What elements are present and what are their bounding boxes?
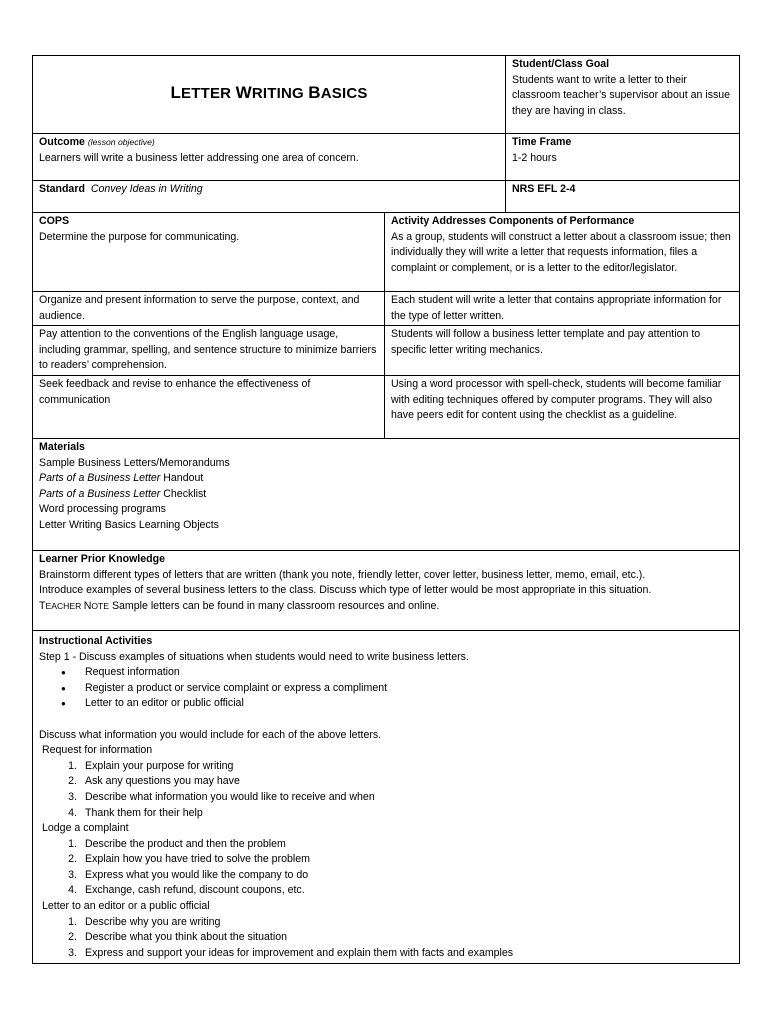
materials-cell — [33, 438, 740, 550]
cops-left-cell-1 — [33, 213, 385, 292]
discuss-text: Discuss what information you would include for each of the above letters. — [39, 728, 382, 741]
prior-knowledge-line: Introduce examples of several business letters to the class. Discuss which type of letter would be most appropriate in this situation. — [39, 584, 652, 597]
list-item: 2. Describe what you think about the situation — [68, 931, 287, 944]
list-item: 1. Explain your purpose for writing — [68, 759, 234, 772]
nrs-label: NRS EFL 2-4 — [512, 183, 576, 195]
nrs-cell — [506, 181, 740, 213]
cops-row-3 — [33, 326, 740, 376]
prior-knowledge-row — [33, 550, 740, 630]
goal-cell — [506, 56, 740, 134]
list-item: 4. Exchange, cash refund, discount coupons, etc. — [68, 884, 305, 897]
materials-item: Sample Business Letters/Memorandums — [39, 456, 230, 469]
situation-list — [39, 665, 733, 712]
prior-knowledge-label: Learner Prior Knowledge — [39, 552, 165, 565]
materials-item: Parts of a Business Letter Handout — [39, 472, 204, 485]
cops-label: COPS — [39, 215, 70, 227]
activities-label: Instructional Activities — [39, 634, 153, 647]
list-item: 3. Express what you would like the company to do — [68, 868, 309, 881]
step-1: Step 1 - Discuss examples of situations when students would need to write business letters. — [39, 650, 469, 663]
standard-label: Standard — [39, 183, 85, 195]
components-label: Activity Addresses Components of Performance — [391, 215, 635, 227]
cops-left-cell-3 — [33, 326, 385, 376]
activities-cell — [33, 630, 740, 963]
cops-right-text: As a group, students will construct a letter about a classroom issue; then individually they will write a letter that requests information, files a complaint or complement, or is a letter to the editor/legislator. — [391, 230, 731, 274]
teacher-note: TEACHER NOTE Sample letters can be found in many classroom resources and online. — [39, 599, 440, 612]
cops-left-text: Pay attention to the conventions of the English language usage, including grammar, spelling, and sentence structure to minimize barriers to readers’ comprehension. — [39, 328, 377, 372]
goal-label: Student/Class Goal — [512, 58, 610, 70]
goal-text: Students want to write a letter to their classroom teacher’s supervisor about an issue they are having in class. — [512, 73, 731, 117]
page-title: LETTER WRITING BASICS — [170, 83, 368, 103]
cops-right-text: Students will follow a business letter template and pay attention to specific letter writing mechanics. — [391, 328, 701, 356]
list-item: ● Register a product or service complaint or express a compliment — [39, 681, 733, 697]
list-item: 1. Describe the product and then the problem — [68, 837, 286, 850]
outcome-note: (lesson objective) — [87, 137, 155, 147]
request-info-list — [39, 759, 733, 821]
cops-left-text: Organize and present information to serve the purpose, context, and audience. — [39, 294, 360, 322]
list-item: 2. Explain how you have tried to solve the problem — [68, 853, 310, 866]
materials-item: Word processing programs — [39, 503, 166, 516]
cops-row-2 — [33, 292, 740, 326]
title-cell — [33, 56, 506, 134]
materials-item: Letter Writing Basics Learning Objects — [39, 518, 219, 531]
group-heading: Request for information — [42, 744, 153, 757]
list-item: ● Request information — [39, 665, 733, 681]
cops-left-cell-2 — [33, 292, 385, 326]
cops-right-cell-3 — [385, 326, 740, 376]
standard-cell — [33, 181, 506, 213]
outcome-text: Learners will write a business letter addressing one area of concern. — [39, 151, 359, 164]
outcome-row — [33, 134, 740, 181]
cops-right-cell-1 — [385, 213, 740, 292]
outcome-label: Outcome — [39, 136, 85, 148]
lesson-plan-page — [32, 55, 739, 964]
list-item: 1. Describe why you are writing — [68, 915, 221, 928]
cops-left-text: Determine the purpose for communicating. — [39, 230, 240, 243]
outcome-cell — [33, 134, 506, 181]
cops-right-text: Using a word processor with spell-check, students will become familiar with editing techniques offered by computer programs. They will also have peers edit for content using the checklist as a guideline. — [391, 377, 722, 422]
cops-right-text: Each student will write a letter that contains appropriate information for the type of letter written. — [391, 294, 722, 322]
lesson-plan-table — [32, 55, 740, 964]
header-row — [33, 56, 740, 134]
list-item: 4. Thank them for their help — [68, 806, 203, 819]
editor-letter-list — [39, 915, 733, 962]
time-frame-label: Time Frame — [512, 136, 572, 148]
materials-label: Materials — [39, 440, 85, 453]
list-item: 3. Describe what information you would like to receive and when — [68, 790, 375, 803]
prior-knowledge-cell — [33, 550, 740, 630]
cops-row-1 — [33, 213, 740, 292]
time-frame-text: 1-2 hours — [512, 151, 557, 164]
time-frame-cell — [506, 134, 740, 181]
prior-knowledge-line: Brainstorm different types of letters that are written (thank you note, friendly letter, cover letter, business letter, memo, email, etc.). — [39, 568, 646, 581]
cops-right-cell-4 — [385, 375, 740, 438]
standard-row — [33, 181, 740, 213]
cops-row-4 — [33, 375, 740, 438]
complaint-list — [39, 837, 733, 899]
group-heading: Lodge a complaint — [42, 822, 129, 835]
list-item: 3. Express and support your ideas for improvement and explain them with facts and examples — [68, 946, 514, 959]
materials-row — [33, 438, 740, 550]
activities-row — [33, 630, 740, 963]
standard-text: Convey Ideas in Writing — [90, 183, 203, 195]
cops-right-cell-2 — [385, 292, 740, 326]
list-item: 2. Ask any questions you may have — [68, 775, 240, 788]
cops-left-cell-4 — [33, 375, 385, 438]
cops-left-text: Seek feedback and revise to enhance the effectiveness of communication — [39, 377, 311, 406]
group-heading: Letter to an editor or a public official — [42, 900, 210, 913]
list-item: ● Letter to an editor or public official — [39, 696, 733, 712]
materials-item: Parts of a Business Letter Checklist — [39, 487, 207, 500]
